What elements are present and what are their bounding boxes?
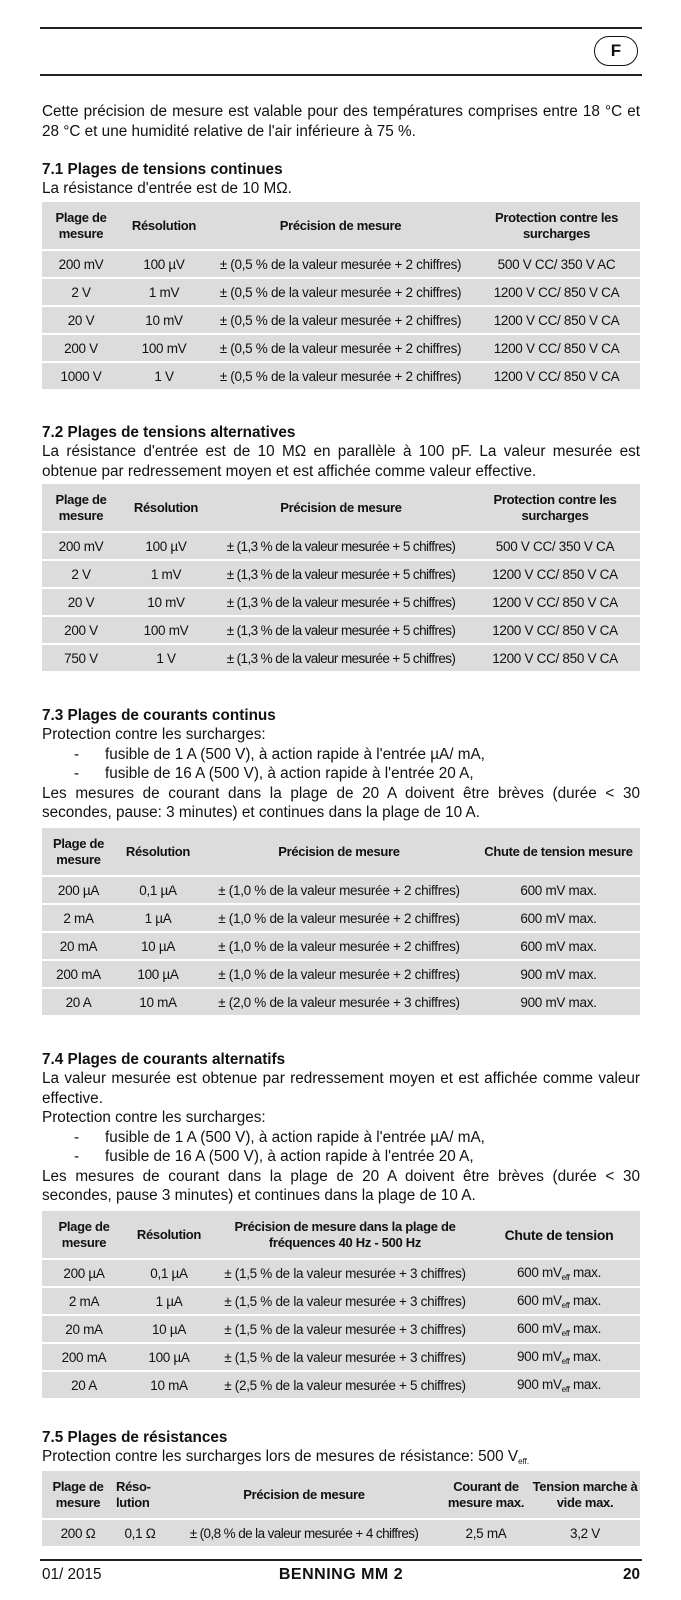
- cell: 10 µA: [126, 1316, 212, 1342]
- section-7-1-title: 7.1 Plages de tensions continues: [42, 161, 283, 178]
- cell: 20 V: [42, 307, 120, 333]
- bullet-text: fusible de 1 A (500 V), à action rapide à l'entrée µA/ mA,: [105, 745, 485, 763]
- cell: 1 µA: [115, 905, 201, 931]
- page-number: 20: [622, 1566, 640, 1583]
- section-7-2-title: 7.2 Plages de tensions alternatives: [42, 424, 296, 441]
- table-row: [42, 961, 640, 987]
- cell: 1 µA: [126, 1288, 212, 1314]
- cell: 2 V: [42, 279, 120, 305]
- table-row: [42, 1288, 640, 1314]
- list-item: - fusible de 16 A (500 V), à action rapide à l'entrée 20 A,: [74, 1148, 474, 1165]
- cell: ± (1,5 % de la valeur mesurée + 3 chiffres): [212, 1260, 478, 1286]
- section-7-4-protection: Protection contre les surcharges:: [42, 1109, 266, 1126]
- cell: ± (1,3 % de la valeur mesurée + 5 chiffres): [212, 617, 470, 643]
- bullet-text: fusible de 16 A (500 V), à action rapide à l'entrée 20 A,: [105, 765, 474, 782]
- section-7-4-text: La valeur mesurée est obtenue par redressement moyen et est affichée comme valeur effective.: [42, 1070, 640, 1107]
- cell: 500 V CC/ 350 V CA: [470, 533, 640, 559]
- col-header: Plage de mesure: [42, 828, 115, 875]
- cell: 200 V: [42, 335, 120, 361]
- cell: 2 V: [42, 561, 120, 587]
- col-header: Précision de mesure: [201, 828, 477, 875]
- cell: 600 $mV_{eff}$ max.: [478, 1260, 640, 1286]
- col-header: Résolution: [120, 484, 212, 531]
- col-header: Plage de mesure: [42, 202, 120, 249]
- table-row: [42, 335, 640, 361]
- col-header: Plage de mesure: [42, 1471, 114, 1518]
- cell: 900 mV max.: [477, 961, 640, 987]
- table-row: [42, 307, 640, 333]
- table-row: [42, 933, 640, 959]
- table-row: [42, 363, 640, 389]
- cell: 1200 V CC/ 850 V CA: [470, 589, 640, 615]
- table-row: [42, 1520, 640, 1546]
- cell: 1 mV: [120, 561, 212, 587]
- table-row: [42, 989, 640, 1015]
- list-item: - fusible de 1 A (500 V), à action rapide à l'entrée µA/ mA,: [74, 745, 485, 763]
- cell: 20 V: [42, 589, 120, 615]
- cell: 0,1 Ω: [114, 1520, 166, 1546]
- section-7-2-text: La résistance d'entrée est de 10 MΩ en parallèle à 100 pF. La valeur mesurée est obtenue par redressement moyen et est affichée comme valeur effective.: [42, 443, 640, 480]
- cell: 600 mV max.: [477, 905, 640, 931]
- cell: 20 A: [42, 1372, 126, 1398]
- cell: 1200 V CC/ 850 V CA: [473, 279, 640, 305]
- cell: 10 mA: [115, 989, 201, 1015]
- cell: 600 mV max.: [477, 877, 640, 903]
- table-row: [42, 561, 640, 587]
- cell: ± (2,0 % de la valeur mesurée + 3 chiffres): [201, 989, 477, 1015]
- col-header: Plage de mesure: [42, 484, 120, 531]
- cell: 500 V CC/ 350 V AC: [473, 251, 640, 277]
- cell: 900 $mV_{eff}$ max.: [478, 1372, 640, 1398]
- cell: ± (1,5 % de la valeur mesurée + 3 chiffres): [212, 1344, 478, 1370]
- bullet-text: fusible de 16 A (500 V), à action rapide à l'entrée 20 A,: [105, 1148, 474, 1165]
- table-row: [42, 589, 640, 615]
- table-row: [42, 1372, 640, 1398]
- cell: 100 mV: [120, 617, 212, 643]
- table-7-3: [42, 826, 640, 1017]
- cell: 200 mV: [42, 251, 120, 277]
- cell: 2 mA: [42, 1288, 126, 1314]
- cell: 1 mV: [120, 279, 208, 305]
- cell: ± (1,3 % de la valeur mesurée + 5 chiffres): [212, 645, 470, 671]
- section-7-4-note: Les mesures de courant dans la plage de 20 A doivent être brèves (durée < 30 secondes, pause 3 minutes) et continues dans la plage de 10 A.: [42, 1167, 640, 1204]
- section-7-4-body: [42, 1069, 640, 1206]
- cell: 20 A: [42, 989, 115, 1015]
- cell: ± (2,5 % de la valeur mesurée + 5 chiffres): [212, 1372, 478, 1398]
- cell: 750 V: [42, 645, 120, 671]
- cell: 10 mV: [120, 307, 208, 333]
- table-7-1: [42, 200, 640, 391]
- cell: ± (1,0 % de la valeur mesurée + 2 chiffres): [201, 905, 477, 931]
- cell: 0,1 µA: [126, 1260, 212, 1286]
- cell: ± (1,3 % de la valeur mesurée + 5 chiffres): [212, 533, 470, 559]
- col-header: Précision de mesure dans la plage de fréquences 40 Hz - 500 Hz: [212, 1211, 478, 1258]
- section-7-3-body: [42, 725, 640, 823]
- language-badge: F: [594, 36, 638, 66]
- table-7-2: [42, 482, 640, 673]
- footer-rule: [40, 1559, 642, 1561]
- col-header: Protection contre les surcharges: [470, 484, 640, 531]
- list-item: - fusible de 1 A (500 V), à action rapide à l'entrée µA/ mA,: [74, 1128, 485, 1146]
- table-row: [42, 877, 640, 903]
- table-row: [42, 905, 640, 931]
- cell: 200 mA: [42, 1344, 126, 1370]
- header-rule: [40, 74, 642, 76]
- section-7-5-text: Protection contre les surcharges lors de mesures de résistance: 500 $V_{eff.}$: [42, 1448, 530, 1466]
- cell: 0,1 µA: [115, 877, 201, 903]
- col-header: Précision de mesure: [208, 202, 473, 249]
- section-7-3-text: Protection contre les surcharges:: [42, 726, 266, 743]
- cell: 1200 V CC/ 850 V CA: [470, 561, 640, 587]
- cell: 200 µA: [42, 1260, 126, 1286]
- col-header: Réso- lution: [114, 1471, 166, 1518]
- cell: 3,2 V: [530, 1520, 640, 1546]
- cell: ± (0,5 % de la valeur mesurée + 2 chiffres): [208, 335, 473, 361]
- cell: 1200 V CC/ 850 V CA: [470, 645, 640, 671]
- cell: 1200 V CC/ 850 V CA: [470, 617, 640, 643]
- table-row: [42, 533, 640, 559]
- cell: 1 V: [120, 363, 208, 389]
- cell: 200 mV: [42, 533, 120, 559]
- cell: ± (0,5 % de la valeur mesurée + 2 chiffres): [208, 363, 473, 389]
- cell: ± (1,5 % de la valeur mesurée + 3 chiffres): [212, 1316, 478, 1342]
- table-row: [42, 1260, 640, 1286]
- cell: 10 µA: [115, 933, 201, 959]
- cell: 20 mA: [42, 1316, 126, 1342]
- cell: 600 $mV_{eff}$ max.: [478, 1288, 640, 1314]
- section-7-3-note: Les mesures de courant dans la plage de 20 A doivent être brèves (durée < 30 secondes, pause: 3 minutes) et continues dans la plage de 10 A.: [42, 784, 640, 821]
- list-item: - fusible de 16 A (500 V), à action rapide à l'entrée 20 A,: [74, 765, 474, 782]
- table-7-4: [42, 1209, 640, 1400]
- cell: 2,5 mA: [442, 1520, 530, 1546]
- cell: 900 $mV_{eff}$ max.: [478, 1344, 640, 1370]
- cell: 100 mV: [120, 335, 208, 361]
- section-7-3-title: 7.3 Plages de courants continus: [42, 707, 276, 724]
- cell: 100 µA: [115, 961, 201, 987]
- cell: 2 mA: [42, 905, 115, 931]
- col-header: Précision de mesure: [166, 1471, 442, 1518]
- col-header: Résolution: [126, 1211, 212, 1258]
- cell: ± (1,0 % de la valeur mesurée + 2 chiffres): [201, 877, 477, 903]
- bullet-text: fusible de 1 A (500 V), à action rapide à l'entrée µA/ mA,: [105, 1128, 485, 1146]
- cell: 1000 V: [42, 363, 120, 389]
- cell: ± (0,5 % de la valeur mesurée + 2 chiffres): [208, 251, 473, 277]
- footer-title: BENNING MM 2: [278, 1566, 404, 1583]
- table-row: [42, 251, 640, 277]
- cell: 100 µV: [120, 251, 208, 277]
- cell: 10 mV: [120, 589, 212, 615]
- cell: ± (1,3 % de la valeur mesurée + 5 chiffres): [212, 561, 470, 587]
- cell: 1200 V CC/ 850 V CA: [473, 307, 640, 333]
- footer-date: 01/ 2015: [42, 1566, 102, 1583]
- cell: 20 mA: [42, 933, 115, 959]
- manual-page: [42, 0, 640, 1600]
- top-rule: [40, 27, 642, 29]
- cell: 100 µV: [120, 533, 212, 559]
- table-row: [42, 1316, 640, 1342]
- cell: 200 mA: [42, 961, 115, 987]
- section-7-5-title: 7.5 Plages de résistances: [42, 1429, 228, 1446]
- section-7-1-text: La résistance d'entrée est de 10 MΩ.: [42, 180, 292, 197]
- cell: 900 mV max.: [477, 989, 640, 1015]
- table-row: [42, 1344, 640, 1370]
- col-header: Tension marche à vide max.: [530, 1471, 640, 1518]
- cell: ± (1,0 % de la valeur mesurée + 2 chiffres): [201, 961, 477, 987]
- cell: 1 V: [120, 645, 212, 671]
- cell: 10 mA: [126, 1372, 212, 1398]
- cell: ± (0,5 % de la valeur mesurée + 2 chiffres): [208, 307, 473, 333]
- cell: 600 $mV_{eff}$ max.: [478, 1316, 640, 1342]
- table-7-5: [42, 1469, 640, 1548]
- cell: ± (0,5 % de la valeur mesurée + 2 chiffres): [208, 279, 473, 305]
- table-row: [42, 279, 640, 305]
- cell: 100 µA: [126, 1344, 212, 1370]
- table-row: [42, 645, 640, 671]
- section-7-4-title: 7.4 Plages de courants alternatifs: [42, 1051, 286, 1068]
- col-header: Courant de mesure max.: [442, 1471, 530, 1518]
- col-header: Précision de mesure: [212, 484, 470, 531]
- cell: ± (1,3 % de la valeur mesurée + 5 chiffres): [212, 589, 470, 615]
- col-header: Protection contre les surcharges: [473, 202, 640, 249]
- intro-text: Cette précision de mesure est valable pour des températures comprises entre 18 °C et 28 °C et une humidité relative de l'air inférieure à 75 %.: [42, 103, 640, 140]
- cell: ± (0,8 % de la valeur mesurée + 4 chiffres): [166, 1520, 442, 1546]
- cell: 1200 V CC/ 850 V CA: [473, 335, 640, 361]
- cell: 200 Ω: [42, 1520, 114, 1546]
- col-header: Résolution: [120, 202, 208, 249]
- cell: ± (1,5 % de la valeur mesurée + 3 chiffres): [212, 1288, 478, 1314]
- cell: 200 µA: [42, 877, 115, 903]
- cell: 600 mV max.: [477, 933, 640, 959]
- col-header: Plage de mesure: [42, 1211, 126, 1258]
- table-row: [42, 617, 640, 643]
- cell: 1200 V CC/ 850 V CA: [473, 363, 640, 389]
- col-header: Résolution: [115, 828, 201, 875]
- cell: ± (1,0 % de la valeur mesurée + 2 chiffres): [201, 933, 477, 959]
- cell: 200 V: [42, 617, 120, 643]
- col-header: Chute de tension: [478, 1211, 640, 1258]
- col-header: Chute de tension mesure: [477, 828, 640, 875]
